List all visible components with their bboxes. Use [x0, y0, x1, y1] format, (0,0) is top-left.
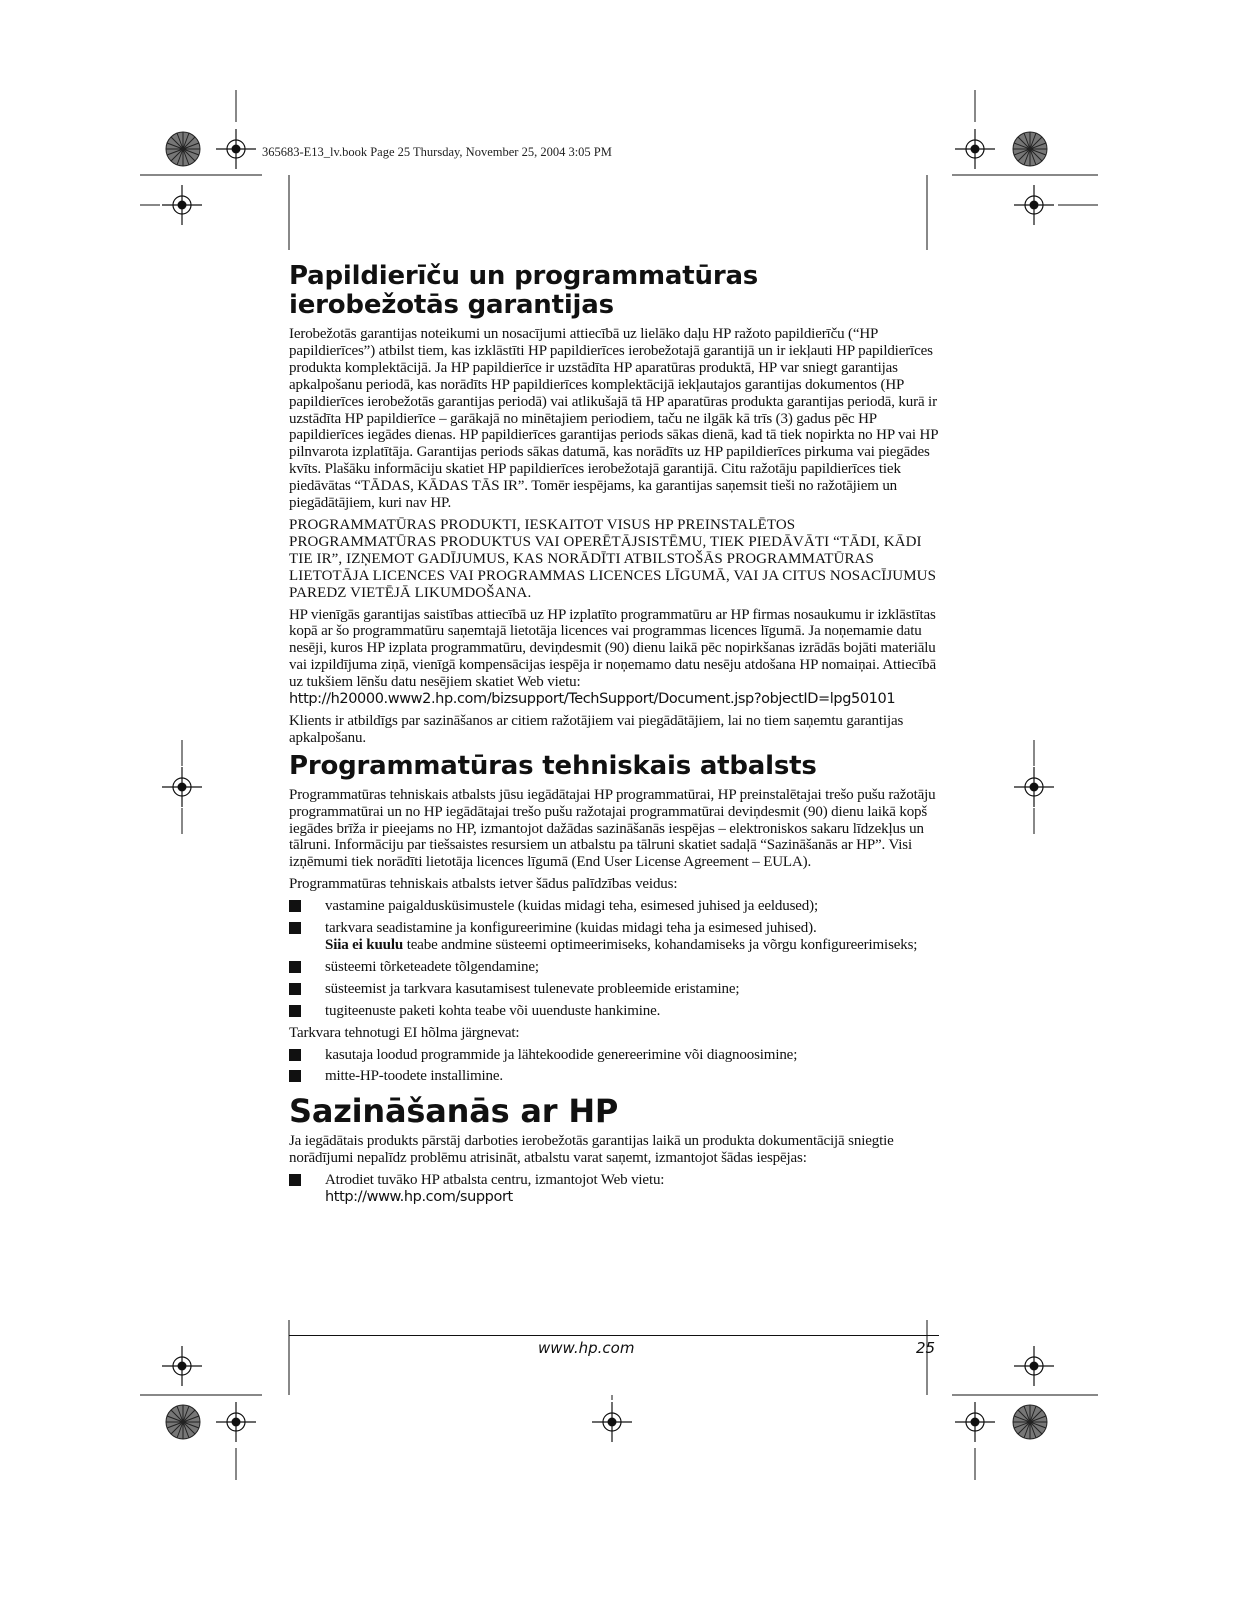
- list-item: mitte-HP-toodete installimine.: [289, 1068, 939, 1085]
- paragraph: Tarkvara tehnotugi EI hõlma järgnevat:: [289, 1024, 520, 1041]
- paragraph: Ja iegādātais produkts pārstāj darboties ierobežotās garantijas laikā un produkta dokumentācijā sniegtie norādījumi nepalīdz problēmu atrisināt, atbalstu varat saņemt, izmantojot šādas iespējas:: [289, 1133, 894, 1167]
- paragraph-text: HP vienīgās garantijas saistības attiecībā uz HP izplatīto programmatūru ar HP firmas nosaukumu ir izklāstītas kopā ar šo programmatūru saņemtajā lietotāja licences vai programmas licences līgumā. Ja noņemamie datu nesēji, kuros HP izplata programmatūru, deviņdesmit (90) dienu laikā pēc nopirkšanas izrādās bojāti materiālu vai izpildījuma ziņā, vienīgā kompensācijas iespēja ir noņemamo datu nesēju atdošana HP nomaiņai. Attiecībā uz tukšiem lēnšu datu nesējiem skatiet Web vietu:: [289, 606, 936, 691]
- footer-website: www.hp.com: [538, 1339, 635, 1357]
- paragraph: Programmatūras tehniskais atbalsts ietver šādus palīdzības veidus:: [289, 876, 678, 893]
- list-item: süsteemist ja tarkvara kasutamisest tulenevate probleemide eristamine;: [289, 981, 939, 998]
- bullet-square-icon: [289, 1070, 301, 1082]
- bullet-square-icon: [289, 983, 301, 995]
- bullet-list-contact: [289, 1172, 939, 1206]
- section-title-warranty: [289, 262, 939, 320]
- section-title-line1: Papildierīču un programmatūras: [289, 261, 759, 291]
- list-item: tugiteenuste paketi kohta teabe või uuenduste hankimine.: [289, 1003, 939, 1020]
- list-item: Atrodiet tuvāko HP atbalsta centru, izmantojot Web vietu: http://www.hp.com/support: [289, 1172, 939, 1206]
- paragraph: Klients ir atbildīgs par sazināšanos ar citiem ražotājiem vai piegādātājiem, lai no tiem saņemtu garantijas apkalpošanu.: [289, 712, 904, 746]
- bullet-list-included: [289, 898, 939, 1019]
- section-title-contact: Sazināšanās ar HP: [289, 1092, 619, 1131]
- list-item: kasutaja loodud programmide ja lähtekoodide genereerimine või diagnoosimine;: [289, 1047, 939, 1064]
- bullet-square-icon: [289, 922, 301, 934]
- list-item: tarkvara seadistamine ja konfigureerimine (kuidas midagi teha ja esimesed juhised). Siia ei kuulu teabe andmine süsteemi optimeerimiseks, kohandamiseks ja võrgu konfigureerimiseks;: [289, 920, 939, 954]
- section-title-support: Programmatūras tehniskais atbalsts: [289, 750, 817, 781]
- page-content: [289, 262, 939, 1211]
- hp-support-url-link[interactable]: http://www.hp.com/support: [325, 1189, 513, 1206]
- paragraph: [289, 607, 939, 708]
- support-url-link[interactable]: http://h20000.www2.hp.com/bizsupport/TechSupport/Document.jsp?objectID=lpg50101: [289, 691, 896, 708]
- list-item: vastamine paigaldusküsimustele (kuidas midagi teha, esimesed juhised ja eeldused);: [289, 898, 939, 915]
- list-item: süsteemi tõrketeadete tõlgendamine;: [289, 959, 939, 976]
- paragraph: Programmatūras tehniskais atbalsts jūsu iegādātajai HP programmatūrai, HP preinstalētajai trešo pušu ražotāju programmatūrai un no HP iegādātajai trešo pušu ražotajai programmatūrai deviņdesmit (90) dienu laikā kopš iegādes brīža ir pieejams no HP, izmantojot dažādas sazināšanās iespējas – elektroniskos sakaru līdzekļus un tālruni. Informāciju par tiešsaistes resursiem un atbalstu pa tālruni skatiet sadaļā “Sazināšanās ar HP”. Visi izņēmumi tiek norādīti lietotāja licences līgumā (End User License Agreement – EULA).: [289, 786, 936, 871]
- bullet-list-excluded: [289, 1047, 939, 1086]
- footer-divider: [289, 1335, 939, 1336]
- bullet-square-icon: [289, 900, 301, 912]
- print-header: 365683-E13_lv.book Page 25 Thursday, November 25, 2004 3:05 PM: [262, 145, 612, 159]
- paragraph: Ierobežotās garantijas noteikumi un nosacījumi attiecībā uz lielāko daļu HP ražoto papildierīču (“HP papildierīces”) atbilst tiem, kas izklāstīti HP papildierīces ierobežotajā garantijā un ir iekļauti HP papildierīces produkta komplektācijā. Ja HP papildierīce ir uzstādīta HP aparatūras produktā, HP var sniegt garantijas apkalpošanu periodā, kas norādīts HP papildierīces komplektācijā iekļautajos garantijas dokumentos (HP papildierīces ierobežotās garantijas periodā) vai atlikušajā tā HP aparatūras produkta garantijas periodā, kurā ir uzstādīta HP papildierīce – garākajā no minētajiem periodiem, taču ne ilgāk kā trīs (3) gadus pēc HP papildierīces iegādes dienas. HP papildierīces garantijas periods sākas dienā, kad tā tiek nopirkta no HP vai HP pilnvarota izplatītāja. Garantijas periods sākas datumā, kas norādīts uz HP papildierīces pirkuma vai piegādes kvīts. Plašāku informāciju skatiet HP papildierīces ierobežotajā garantijā. Citu ražotāju papildierīces tiek piedāvātas “TĀDAS, KĀDAS TĀS IR”. Tomēr iespējams, ka garantijas saņemsit tieši no ražotājiem un piegādātājiem, kuri nav HP.: [289, 326, 938, 512]
- bullet-square-icon: [289, 1174, 301, 1186]
- section-title-line2: ierobežotās garantijas: [289, 290, 614, 320]
- bullet-square-icon: [289, 961, 301, 973]
- bullet-square-icon: [289, 1049, 301, 1061]
- emphasis-bold: Siia ei kuulu: [325, 937, 404, 953]
- paragraph-caps: PROGRAMMATŪRAS PRODUKTI, IESKAITOT VISUS HP PREINSTALĒTOS PROGRAMMATŪRAS PRODUKTUS VAI OPERĒTĀJSISTĒMU, TIEK PIEDĀVĀTI “TĀDI, KĀDI TIE IR”, IZŅEMOT GADĪJUMUS, KAS NORĀDĪTI ATBILSTOŠĀS PROGRAMMATŪRAS LIETOTĀJA LICENCES VAI PROGRAMMAS LICENCES LĪGUMĀ, VAI JA CITUS NOSACĪJUMUS PAREDZ VIETĒJĀ LIKUMDOŠANA.: [289, 516, 937, 601]
- bullet-square-icon: [289, 1005, 301, 1017]
- page-number: 25: [916, 1339, 936, 1357]
